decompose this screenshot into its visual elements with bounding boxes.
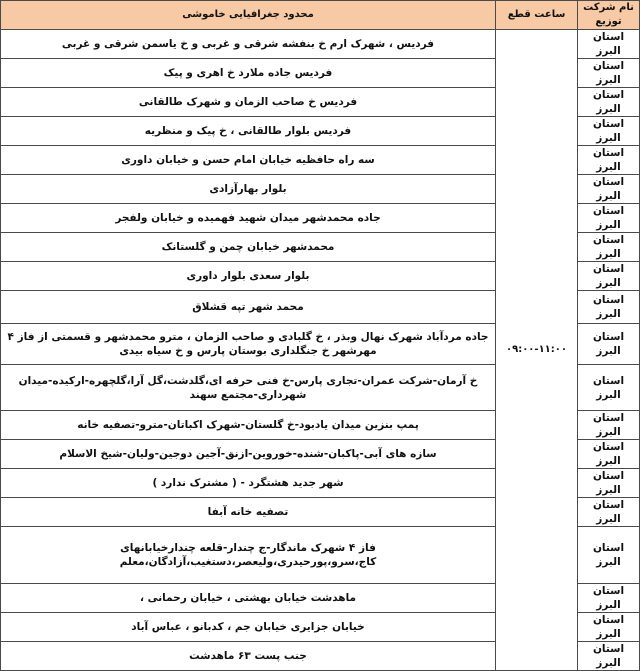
cell-area: محمدشهر خیابان چمن و گلستانک bbox=[1, 233, 496, 262]
cell-area: جنب پست ۶۳ ماهدشت bbox=[1, 642, 496, 671]
cell-area: سه راه حافظیه خیابان امام حسن و خیابان داوری bbox=[1, 146, 496, 175]
cell-company: استان البرز bbox=[578, 175, 640, 204]
cell-company: استان البرز bbox=[578, 498, 640, 527]
cell-company: استان البرز bbox=[578, 262, 640, 291]
cell-company: استان البرز bbox=[578, 291, 640, 324]
cell-area: بلوار سعدی بلوار داوری bbox=[1, 262, 496, 291]
cell-company: استان البرز bbox=[578, 117, 640, 146]
cell-company: استان البرز bbox=[578, 59, 640, 88]
cell-area: ماهدشت خیابان بهشتی ، خیابان رحمانی ، bbox=[1, 584, 496, 613]
cell-area: خ آرمان-شرکت عمران-تجاری پارس-خ فنی حرفه ای،گلدشت،گل آرا،گلچهره-ارکیده-میدان شهرداری-مجتمع سهند bbox=[1, 365, 496, 411]
cell-area: سازه های آبی-پاکبان-شنده-خوروین-ازنق-آجین دوجین-ولیان-شیخ الاسلام bbox=[1, 440, 496, 469]
table-header-row bbox=[1, 1, 640, 30]
header-time: ساعت قطع bbox=[496, 1, 578, 30]
cell-company: استان البرز bbox=[578, 365, 640, 411]
header-company: نام شرکت توزیع bbox=[578, 1, 640, 30]
cell-company: استان البرز bbox=[578, 324, 640, 365]
cell-area: فردیس ، شهرک ارم خ بنفشه شرقی و غربی و خ یاسمن شرقی و غربی bbox=[1, 30, 496, 59]
cell-company: استان البرز bbox=[578, 642, 640, 671]
cell-company: استان البرز bbox=[578, 233, 640, 262]
cell-company: استان البرز bbox=[578, 411, 640, 440]
cell-company: استان البرز bbox=[578, 469, 640, 498]
cell-area: جاده محمدشهر میدان شهید فهمیده و خیابان ولفجر bbox=[1, 204, 496, 233]
cell-area: بلوار بهارآزادی bbox=[1, 175, 496, 204]
cell-area: خیابان جزایری خیابان جم ، کدبانو ، عباس آباد bbox=[1, 613, 496, 642]
cell-area: محمد شهر تپه قشلاق bbox=[1, 291, 496, 324]
cell-company: استان البرز bbox=[578, 146, 640, 175]
cell-company: استان البرز bbox=[578, 527, 640, 584]
table-row bbox=[1, 30, 640, 59]
header-area: محدود جغرافیایی خاموشی bbox=[1, 1, 496, 30]
cell-area: فردیس جاده ملارد خ اهری و پیک bbox=[1, 59, 496, 88]
cell-company: استان البرز bbox=[578, 204, 640, 233]
cell-company: استان البرز bbox=[578, 440, 640, 469]
cell-outage-time: ۰۹:۰۰-۱۱:۰۰ bbox=[496, 30, 578, 671]
cell-area: فردیس بلوار طالقانی ، خ پیک و منظریه bbox=[1, 117, 496, 146]
cell-area: جاده مردآباد شهرک نهال وبذر ، خ گلبادی و صاحب الزمان ، مترو محمدشهر و قسمتی از فاز ۴ مهرشهر خ جنگلداری بوستان پارس و خ سیاه بیدی bbox=[1, 324, 496, 365]
cell-company: استان البرز bbox=[578, 88, 640, 117]
cell-area: پمپ بنزین میدان یادبود-خ گلستان-شهرک اکباتان-مترو-تصفیه خانه bbox=[1, 411, 496, 440]
cell-area: فاز ۴ شهرک ماندگار-ج چندار-قلعه چندارخیابانهای کاج،سرو،پورحیدری،ولیعصر،دستغیب،آزادگان،معلم bbox=[1, 527, 496, 584]
cell-company: استان البرز bbox=[578, 584, 640, 613]
cell-company: استان البرز bbox=[578, 30, 640, 59]
cell-area: فردیس خ صاحب الزمان و شهرک طالقانی bbox=[1, 88, 496, 117]
cell-area: تصفیه خانه آبفا bbox=[1, 498, 496, 527]
cell-area: شهر جدید هشتگرد - ( مشترک ندارد ) bbox=[1, 469, 496, 498]
cell-company: استان البرز bbox=[578, 613, 640, 642]
